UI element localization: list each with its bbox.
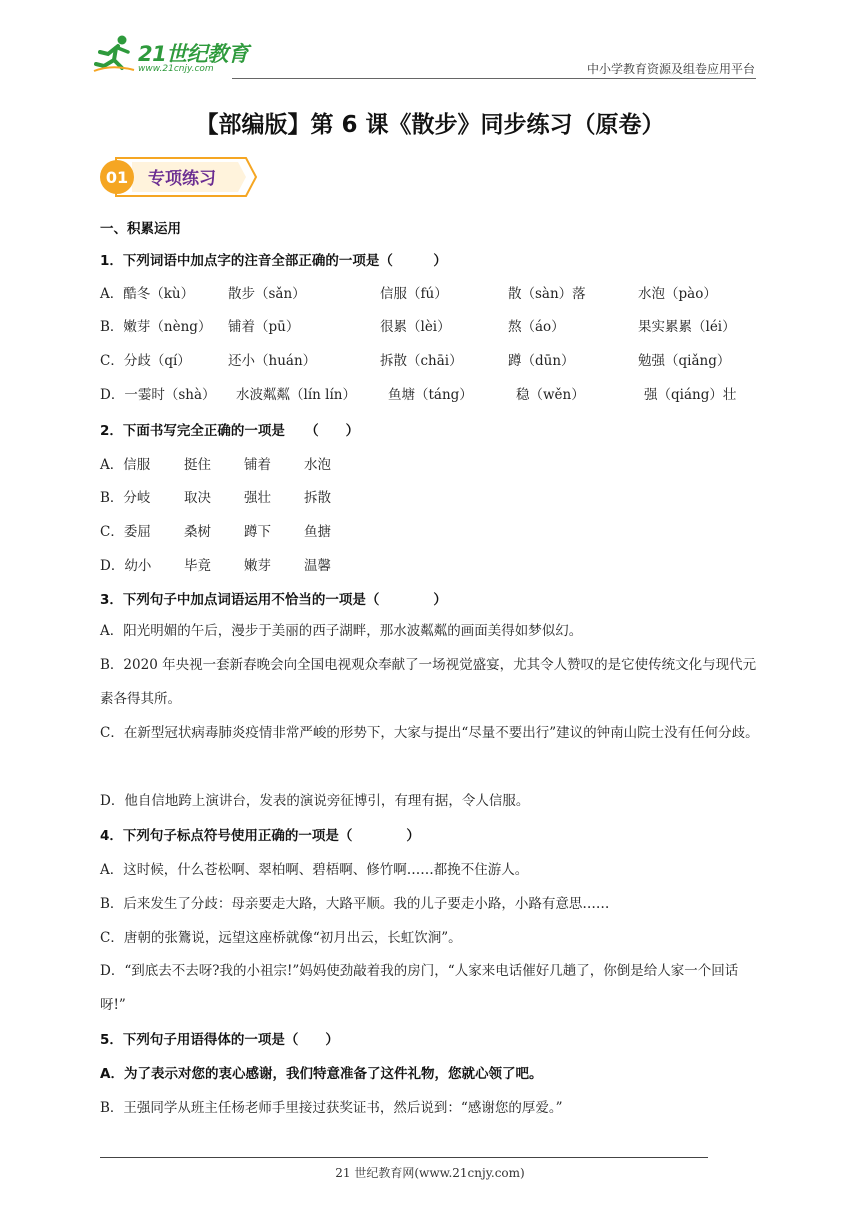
q2-a-item: A．信服 xyxy=(100,457,151,473)
q2-b-item: 拆散 xyxy=(304,490,331,506)
q1-b-item: 果实累累（léi） xyxy=(638,319,736,335)
q3-option-b[interactable]: B．2020 年央视一套新春晚会向全国电视观众奉献了一场视觉盛宴，尤其令人赞叹的是它使传统文化与现代元素各得其所。 xyxy=(100,657,757,707)
q1-a-item: 水泡（pào） xyxy=(638,286,717,302)
q2-d-item: 嫩芽 xyxy=(244,558,271,574)
q1-stem: 1．下列词语中加点字的注音全部正确的一项是（ ） xyxy=(100,253,447,269)
q1-b-item: 很累（lèi） xyxy=(380,319,451,335)
footer-divider xyxy=(100,1157,708,1158)
q2-c-item: C．委屈 xyxy=(100,524,151,540)
q1-d-item: 稳（wěn） xyxy=(516,387,585,403)
q4-option-d[interactable]: D．“到底去不去呀?我的小祖宗!”妈妈使劲敲着我的房门，“人家来电话催好几趟了，你倒是给人家一个回话呀!” xyxy=(100,963,739,1013)
page-header xyxy=(0,0,860,80)
q2-option-a[interactable] xyxy=(100,455,360,477)
part-heading: 一、积累运用 xyxy=(100,221,181,237)
q3-stem: 3．下列句子中加点词语运用不恰当的一项是（ ） xyxy=(100,592,447,608)
q1-option-b[interactable] xyxy=(100,317,760,339)
q2-d-item: 温馨 xyxy=(304,558,331,574)
q2-c-item: 蹲下 xyxy=(244,524,271,540)
section-badge-shape xyxy=(96,154,260,200)
q5-option-a[interactable]: A．为了表示对您的衷心感谢，我们特意准备了这件礼物，您就心领了吧。 xyxy=(100,1066,543,1082)
q2-b-item: 强壮 xyxy=(244,490,271,506)
q2-d-item: 毕竟 xyxy=(184,558,211,574)
q1-d-item: D．一霎时（shà） xyxy=(100,387,216,403)
q1-c-item: 还小（huán） xyxy=(228,353,317,369)
q2-a-item: 水泡 xyxy=(304,457,331,473)
q4-stem: 4．下列句子标点符号使用正确的一项是（ ） xyxy=(100,828,420,844)
q2-a-item: 挺住 xyxy=(184,457,211,473)
q3-option-a[interactable]: A．阳光明媚的午后，漫步于美丽的西子湖畔，那水波粼粼的画面美得如梦似幻。 xyxy=(100,623,583,639)
q2-b-item: B．分岐 xyxy=(100,490,151,506)
q1-b-item: 铺着（pū） xyxy=(228,319,300,335)
q1-option-d[interactable] xyxy=(100,385,760,407)
q1-c-item: 勉强（qiǎng） xyxy=(638,353,731,369)
q2-option-d[interactable] xyxy=(100,556,360,578)
q1-d-item: 强（qiáng）壮 xyxy=(644,387,737,403)
q1-option-a[interactable] xyxy=(100,284,760,306)
section-label: 专项练习 xyxy=(148,169,216,189)
q5-stem: 5．下列句子用语得体的一项是（ ） xyxy=(100,1032,339,1048)
q5-option-b[interactable]: B．王强同学从班主任杨老师手里接过获奖证书，然后说到：“感谢您的厚爱。” xyxy=(100,1100,563,1116)
q2-c-item: 桑树 xyxy=(184,524,211,540)
q1-a-item: A．酷冬（kù） xyxy=(100,286,195,302)
q2-b-item: 取决 xyxy=(184,490,211,506)
q3-option-c[interactable]: C．在新型冠状病毒肺炎疫情非常严峻的形势下，大家与提出“尽量不要出行”建议的钟南山院士没有任何分歧。 xyxy=(100,725,759,741)
q4-option-a[interactable]: A．这时候，什么苍松啊、翠柏啊、碧梧啊、修竹啊……都挽不住游人。 xyxy=(100,862,529,878)
q2-a-item: 铺着 xyxy=(244,457,271,473)
q1-b-item: B．嫩芽（nèng） xyxy=(100,319,212,335)
q4-option-b[interactable]: B．后来发生了分歧：母亲要走大路，大路平顺。我的儿子要走小路，小路有意思…… xyxy=(100,896,610,912)
q1-a-item: 散（sàn）落 xyxy=(508,286,586,302)
q1-a-item: 信服（fú） xyxy=(380,286,448,302)
page-title: 【部编版】第 6 课《散步》同步练习（原卷） xyxy=(195,112,665,138)
q2-option-c[interactable] xyxy=(100,522,360,544)
q2-d-item: D．幼小 xyxy=(100,558,152,574)
platform-name: 中小学教育资源及组卷应用平台 xyxy=(586,62,755,76)
q3-option-d[interactable]: D．他自信地跨上演讲台，发表的演说旁征博引，有理有据，令人信服。 xyxy=(100,793,530,809)
q4-option-c[interactable]: C．唐朝的张鷟说，远望这座桥就像“初月出云，长虹饮涧”。 xyxy=(100,930,462,946)
runner-logo-icon xyxy=(92,34,136,74)
q1-c-item: 蹲（dūn） xyxy=(508,353,575,369)
site-logo[interactable] xyxy=(92,30,262,80)
q1-c-item: C．分歧（qí） xyxy=(100,353,191,369)
section-badge xyxy=(96,154,260,200)
q1-d-item: 鱼塘（táng） xyxy=(388,387,473,403)
q2-c-item: 鱼搪 xyxy=(304,524,331,540)
page-footer[interactable]: 21 世纪教育网(www.21cnjy.com) xyxy=(335,1166,525,1180)
header-divider xyxy=(232,78,756,79)
q1-a-item: 散步（sǎn） xyxy=(228,286,306,302)
q1-d-item: 水波粼粼（lín lín） xyxy=(236,387,356,403)
q2-option-b[interactable] xyxy=(100,488,360,510)
q1-option-c[interactable] xyxy=(100,351,760,373)
section-number: 01 xyxy=(105,168,129,187)
logo-url: www.21cnjy.com xyxy=(138,64,214,74)
q1-b-item: 熬（áo） xyxy=(508,319,565,335)
q2-stem: 2．下面书写完全正确的一项是 （ ） xyxy=(100,423,360,439)
q1-c-item: 拆散（chāi） xyxy=(380,353,463,369)
logo-name: 21世纪教育 xyxy=(138,42,249,66)
